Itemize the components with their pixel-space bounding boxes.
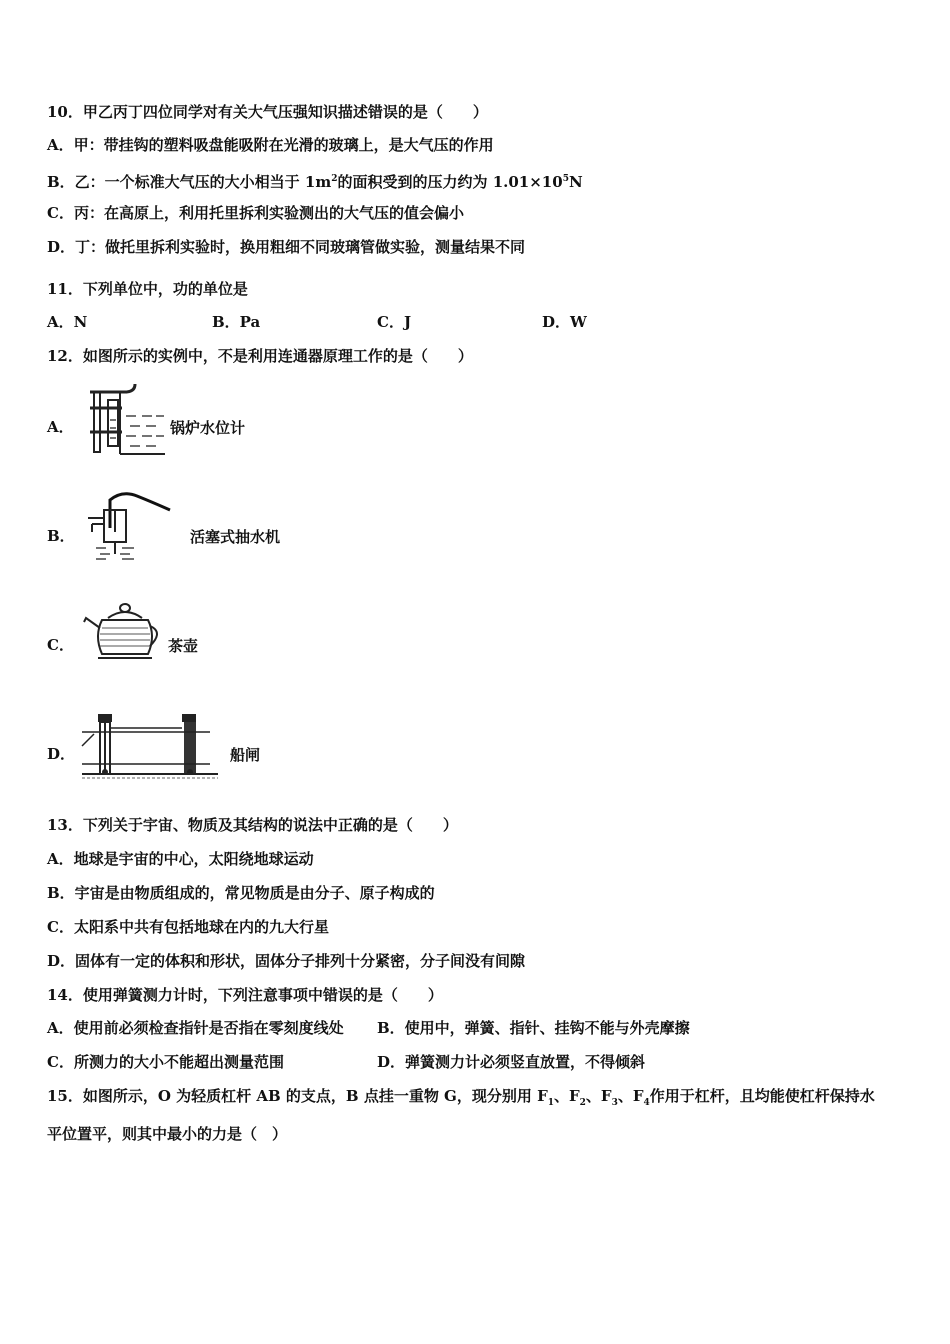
teapot-figure — [80, 596, 170, 666]
q13-option-a: A．地球是宇宙的中心，太阳绕地球运动 — [47, 850, 314, 868]
q13-option-b: B．宇宙是由物质组成的，常见物质是由分子、原子构成的 — [47, 884, 435, 902]
q14-option-c: C．所测力的大小不能超出测量范围 — [47, 1053, 284, 1071]
q14-option-b: B．使用中，弹簧、指针、挂钩不能与外壳摩擦 — [377, 1019, 690, 1037]
q12-option-d-label: D． — [47, 745, 76, 763]
q15-stem-line1: 15．如图所示，O 为轻质杠杆 AB 的支点，B 点挂一重物 G，现分别用 $F_1$、$F_2$、$F_3$、$F_4$作用于杠杆，且均能使杠杆保持水 — [47, 1087, 875, 1108]
q12-option-b-caption: 活塞式抽水机 — [190, 528, 281, 546]
q12-option-a-caption: 锅炉水位计 — [170, 419, 246, 437]
q14-stem: 14．使用弹簧测力计时，下列注意事项中错误的是（ ） — [47, 986, 443, 1004]
q10-stem: 10．甲乙丙丁四位同学对有关大气压强知识描述错误的是（ ） — [47, 103, 488, 121]
q10-option-a: A．甲：带挂钩的塑料吸盘能吸附在光滑的玻璃上，是大气压的作用 — [47, 136, 494, 154]
piston-pump-figure — [82, 488, 182, 563]
q10-option-c: C．丙：在高原上，利用托里拆利实验测出的大气压的值会偏小 — [47, 204, 464, 222]
boiler-water-gauge-figure — [80, 382, 170, 457]
ship-lock-figure — [80, 706, 220, 781]
q14-option-a: A．使用前必须检查指针是否指在零刻度线处 — [47, 1019, 344, 1037]
q12-option-c-caption: 茶壶 — [168, 637, 199, 655]
q12-stem: 12．如图所示的实例中，不是利用连通器原理工作的是（ ） — [47, 347, 473, 365]
q11-option-d: D．W — [542, 313, 587, 331]
q12-option-a-label: A． — [47, 418, 74, 436]
q12-option-b-label: B． — [47, 527, 75, 545]
q13-option-d: D．固体有一定的体积和形状，固体分子排列十分紧密，分子间没有间隙 — [47, 952, 526, 970]
q11-stem: 11．下列单位中，功的单位是 — [47, 280, 248, 298]
q13-option-c: C．太阳系中共有包括地球在内的九大行星 — [47, 918, 329, 936]
q15-stem-line2: 平位置平，则其中最小的力是（ ） — [47, 1125, 288, 1143]
q10-option-b: B．乙：一个标准大气压的大小相当于 $1m^2$的面积受到的压力约为 $1.01\times 10^5N$ — [47, 173, 583, 191]
q11-option-a: A．N — [47, 313, 88, 331]
q14-option-d: D．弹簧测力计必须竖直放置，不得倾斜 — [377, 1053, 646, 1071]
q11-option-c: C．J — [377, 313, 412, 331]
q11-option-b: B．Pa — [212, 313, 261, 331]
q13-stem: 13．下列关于宇宙、物质及其结构的说法中正确的是（ ） — [47, 816, 458, 834]
q10-option-d: D．丁：做托里拆利实验时，换用粗细不同玻璃管做实验，测量结果不同 — [47, 238, 526, 256]
q12-option-d-caption: 船闸 — [230, 746, 261, 764]
q12-option-c-label: C． — [47, 636, 74, 654]
